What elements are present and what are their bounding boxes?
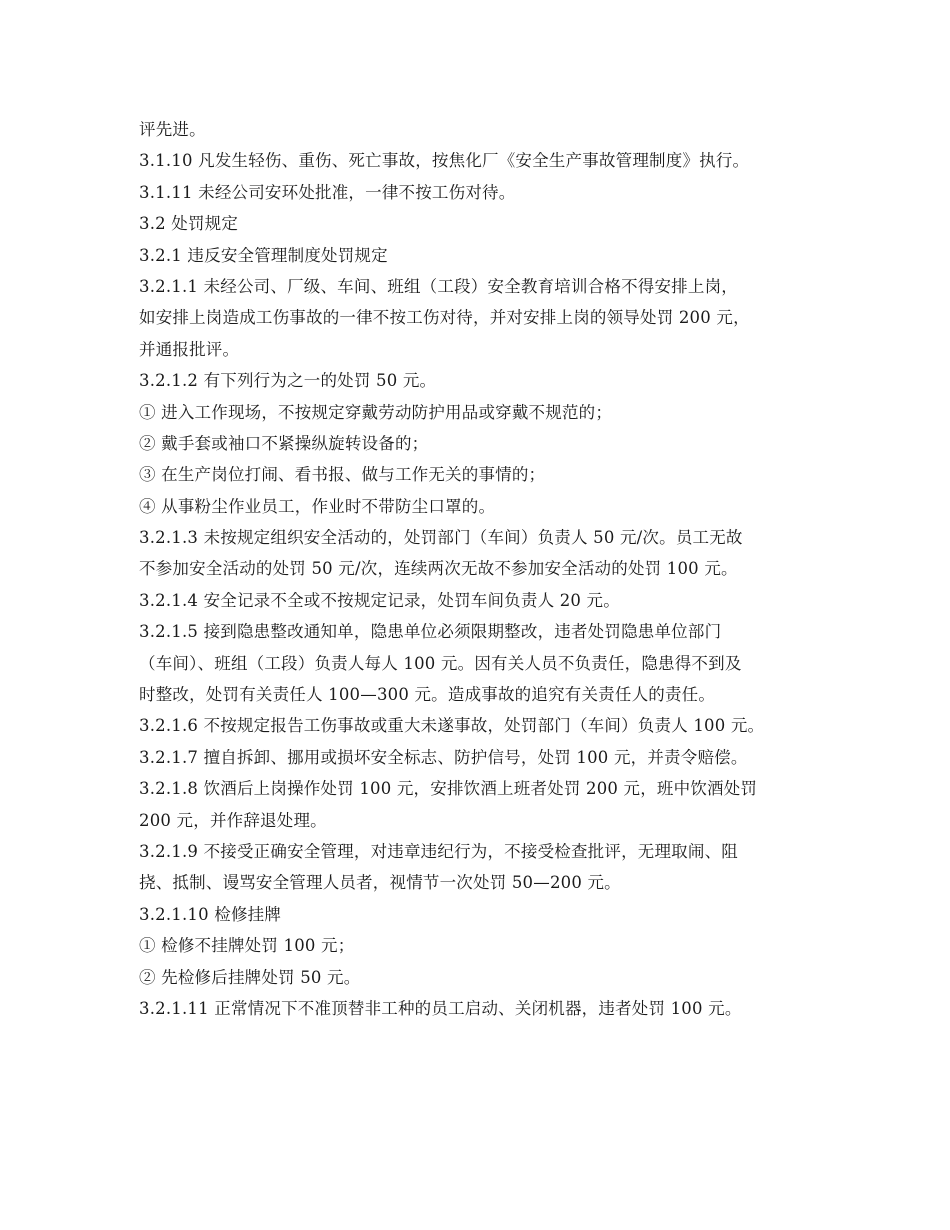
text-line: 3.1.11 未经公司安环处批准，一律不按工伤对待。	[139, 182, 516, 202]
text-line: 3.2.1.5 接到隐患整改通知单，隐患单位必须限期整改，违者处罚隐患单位部门	[139, 622, 722, 642]
subsection-heading: 3.2.1 违反安全管理制度处罚规定	[139, 245, 388, 265]
text-line: 并通报批评。	[139, 339, 240, 359]
text-line: （车间）、班组（工段）负责人每人 100 元。因有关人员不负责任，隐患得不到及	[139, 653, 742, 673]
list-item: ④ 从事粉尘作业员工，作业时不带防尘口罩的。	[139, 496, 496, 516]
text-line: 3.2.1.1 未经公司、厂级、车间、班组（工段）安全教育培训合格不得安排上岗，	[139, 276, 738, 296]
text-line: 挠、抵制、谩骂安全管理人员者，视情节一次处罚 50—200 元。	[139, 873, 621, 893]
list-item: ① 检修不挂牌处罚 100 元；	[139, 936, 355, 956]
list-item: ② 先检修后挂牌处罚 50 元。	[139, 967, 361, 987]
text-line: 3.2.1.9 不接受正确安全管理，对违章违纪行为，不接受检查批评，无理取闹、阻	[139, 841, 738, 861]
text-line: 3.2.1.6 不按规定报告工伤事故或重大未遂事故，处罚部门（车间）负责人 100 元。	[139, 716, 765, 736]
text-line: 时整改，处罚有关责任人 100—300 元。造成事故的追究有关责任人的责任。	[139, 685, 716, 705]
list-item: ① 进入工作现场，不按规定穿戴劳动防护用品或穿戴不规范的；	[139, 402, 613, 422]
text-line: 3.2.1.2 有下列行为之一的处罚 50 元。	[139, 371, 437, 391]
list-item: ② 戴手套或袖口不紧操纵旋转设备的；	[139, 433, 429, 453]
document-body	[139, 114, 819, 1024]
text-line: 3.2.1.11 正常情况下不准顶替非工种的员工启动、关闭机器，违者处罚 100 元。	[139, 998, 742, 1018]
text-line: 不参加安全活动的处罚 50 元/次，连续两次无故不参加安全活动的处罚 100 元。	[139, 559, 738, 579]
text-line: 3.2.1.3 未按规定组织安全活动的，处罚部门（车间）负责人 50 元/次。员工无故	[139, 528, 743, 548]
section-heading: 3.2 处罚规定	[139, 214, 239, 234]
text-line: 3.1.10 凡发生轻伤、重伤、死亡事故，按焦化厂《安全生产事故管理制度》执行。	[139, 151, 750, 171]
text-line: 200 元，并作辞退处理。	[139, 810, 327, 830]
text-line: 3.2.1.10 检修挂牌	[139, 904, 282, 924]
text-line: 3.2.1.8 饮酒后上岗操作处罚 100 元，安排饮酒上班者处罚 200 元，班中饮酒处罚	[139, 779, 758, 799]
text-line: 3.2.1.7 擅自拆卸、挪用或损坏安全标志、防护信号，处罚 100 元，并责令赔偿。	[139, 747, 748, 767]
list-item: ③ 在生产岗位打闹、看书报、做与工作无关的事情的；	[139, 465, 546, 485]
text-line: 评先进。	[139, 120, 206, 139]
text-line: 如安排上岗造成工伤事故的一律不按工伤对待，并对安排上岗的领导处罚 200 元，	[139, 308, 750, 328]
text-line: 3.2.1.4 安全记录不全或不按规定记录，处罚车间负责人 20 元。	[139, 590, 620, 610]
